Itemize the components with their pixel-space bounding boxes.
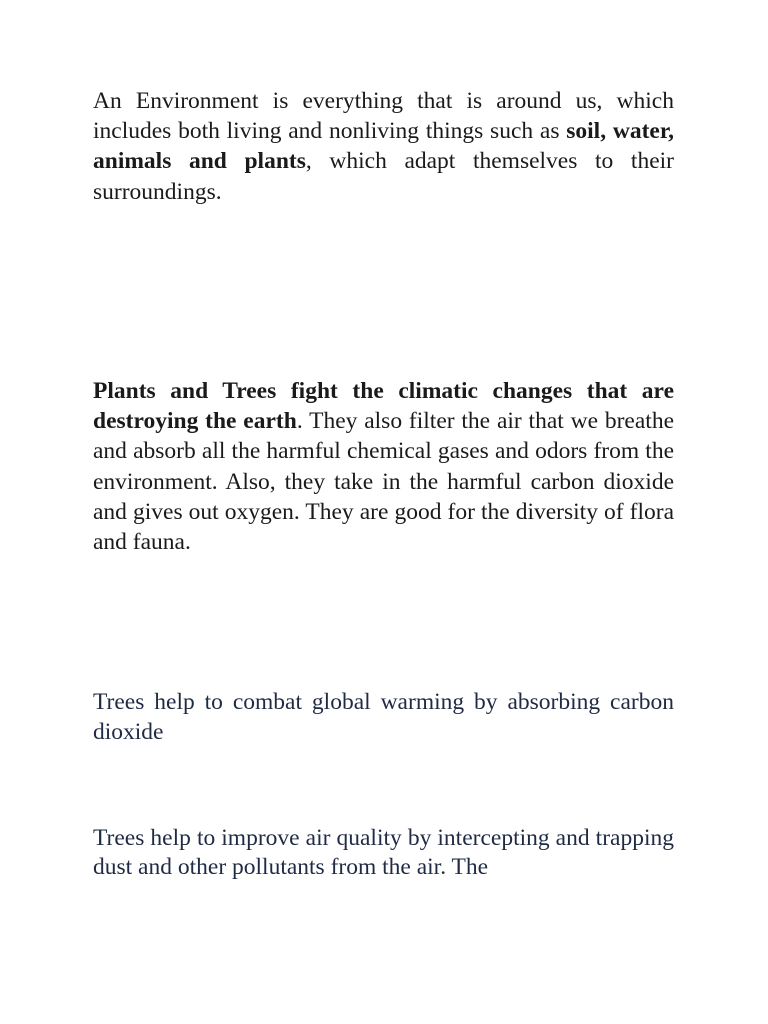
paragraph-text: An Environment is everything that is around us, which includes both living and nonliving things such as (93, 88, 674, 145)
paragraph-text: Trees help to combat global warming by absorbing carbon dioxide (93, 689, 674, 746)
paragraph-global-warming (93, 687, 674, 747)
paragraph-bold-text: soil, water, animals and plants (93, 118, 674, 175)
paragraph-bold-lead: Plants and Trees fight the climatic changes that are destroying the earth (93, 378, 674, 435)
paragraph-air-quality (93, 824, 674, 881)
paragraph-environment-definition (93, 86, 674, 207)
paragraph-plants-and-trees (93, 376, 674, 557)
paragraph-text: . They also filter the air that we breathe and absorb all the harmful chemical gases and odors from the environment. Also, they take in the harmful carbon dioxide and gives out oxygen. They are good for the diversity of flora and fauna. (93, 408, 674, 556)
paragraph-text: , which adapt themselves to their surroundings. (93, 148, 674, 205)
paragraph-text: Trees help to improve air quality by intercepting and trapping dust and other pollutants from the air. The (93, 825, 674, 880)
